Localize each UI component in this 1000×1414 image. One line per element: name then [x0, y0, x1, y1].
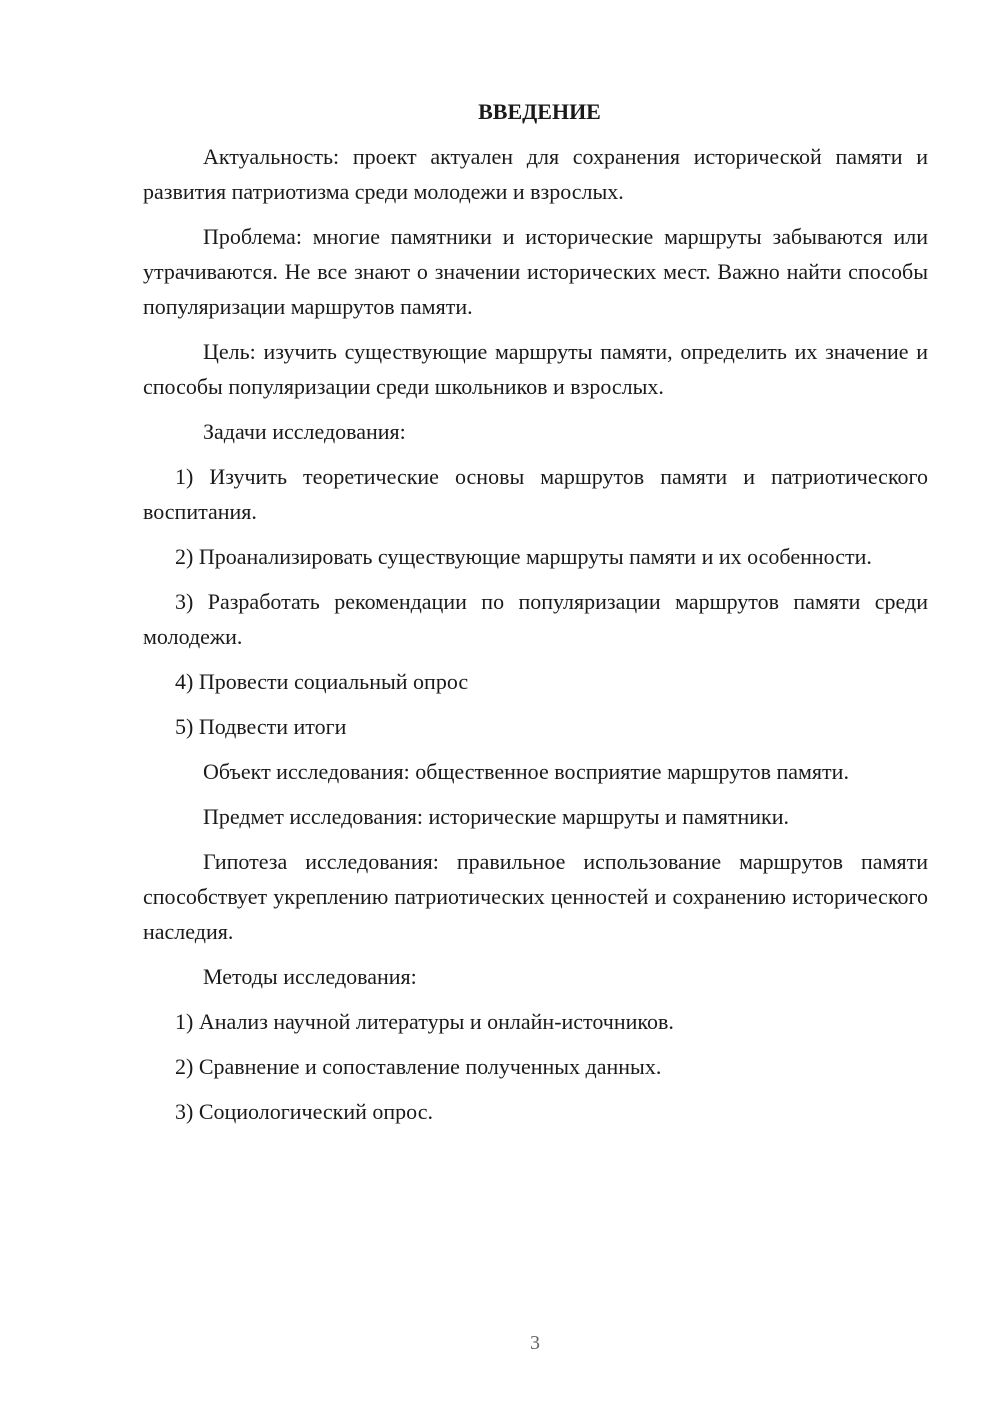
task-item-1: 1) Изучить теоретические основы маршрутов памяти и патриотического воспитания. — [143, 464, 928, 524]
object-paragraph: Объект исследования: общественное восприятие маршрутов памяти. — [203, 759, 849, 784]
method-item-3: 3) Социологический опрос. — [175, 1099, 433, 1124]
problem-paragraph: Проблема: многие памятники и исторические маршруты забываются или утрачиваются. Не все знают о значении исторических мест. Важно найти способы популяризации маршрутов памяти. — [143, 224, 928, 319]
method-item-2: 2) Сравнение и сопоставление полученных данных. — [175, 1054, 662, 1079]
method-item-1: 1) Анализ научной литературы и онлайн-источников. — [175, 1009, 674, 1034]
goal-paragraph: Цель: изучить существующие маршруты памяти, определить их значение и способы популяризации среди школьников и взрослых. — [143, 339, 928, 399]
task-item-2: 2) Проанализировать существующие маршруты памяти и их особенности. — [175, 544, 872, 569]
relevance-paragraph: Актуальность: проект актуален для сохранения исторической памяти и развития патриотизма среди молодежи и взрослых. — [143, 144, 928, 204]
section-heading: ВВЕДЕНИЕ — [478, 99, 601, 124]
document-page — [143, 94, 928, 1139]
task-item-4: 4) Провести социальный опрос — [175, 669, 469, 694]
task-item-5: 5) Подвести итоги — [175, 714, 347, 739]
page-number: 3 — [530, 1332, 540, 1354]
hypothesis-paragraph: Гипотеза исследования: правильное использование маршрутов памяти способствует укреплению патриотических ценностей и сохранению исторического наследия. — [143, 849, 928, 944]
subject-paragraph: Предмет исследования: исторические маршруты и памятники. — [203, 804, 790, 829]
methods-heading: Методы исследования: — [203, 964, 417, 989]
tasks-heading: Задачи исследования: — [203, 419, 406, 444]
task-item-3: 3) Разработать рекомендации по популяризации маршрутов памяти среди молодежи. — [143, 589, 928, 649]
